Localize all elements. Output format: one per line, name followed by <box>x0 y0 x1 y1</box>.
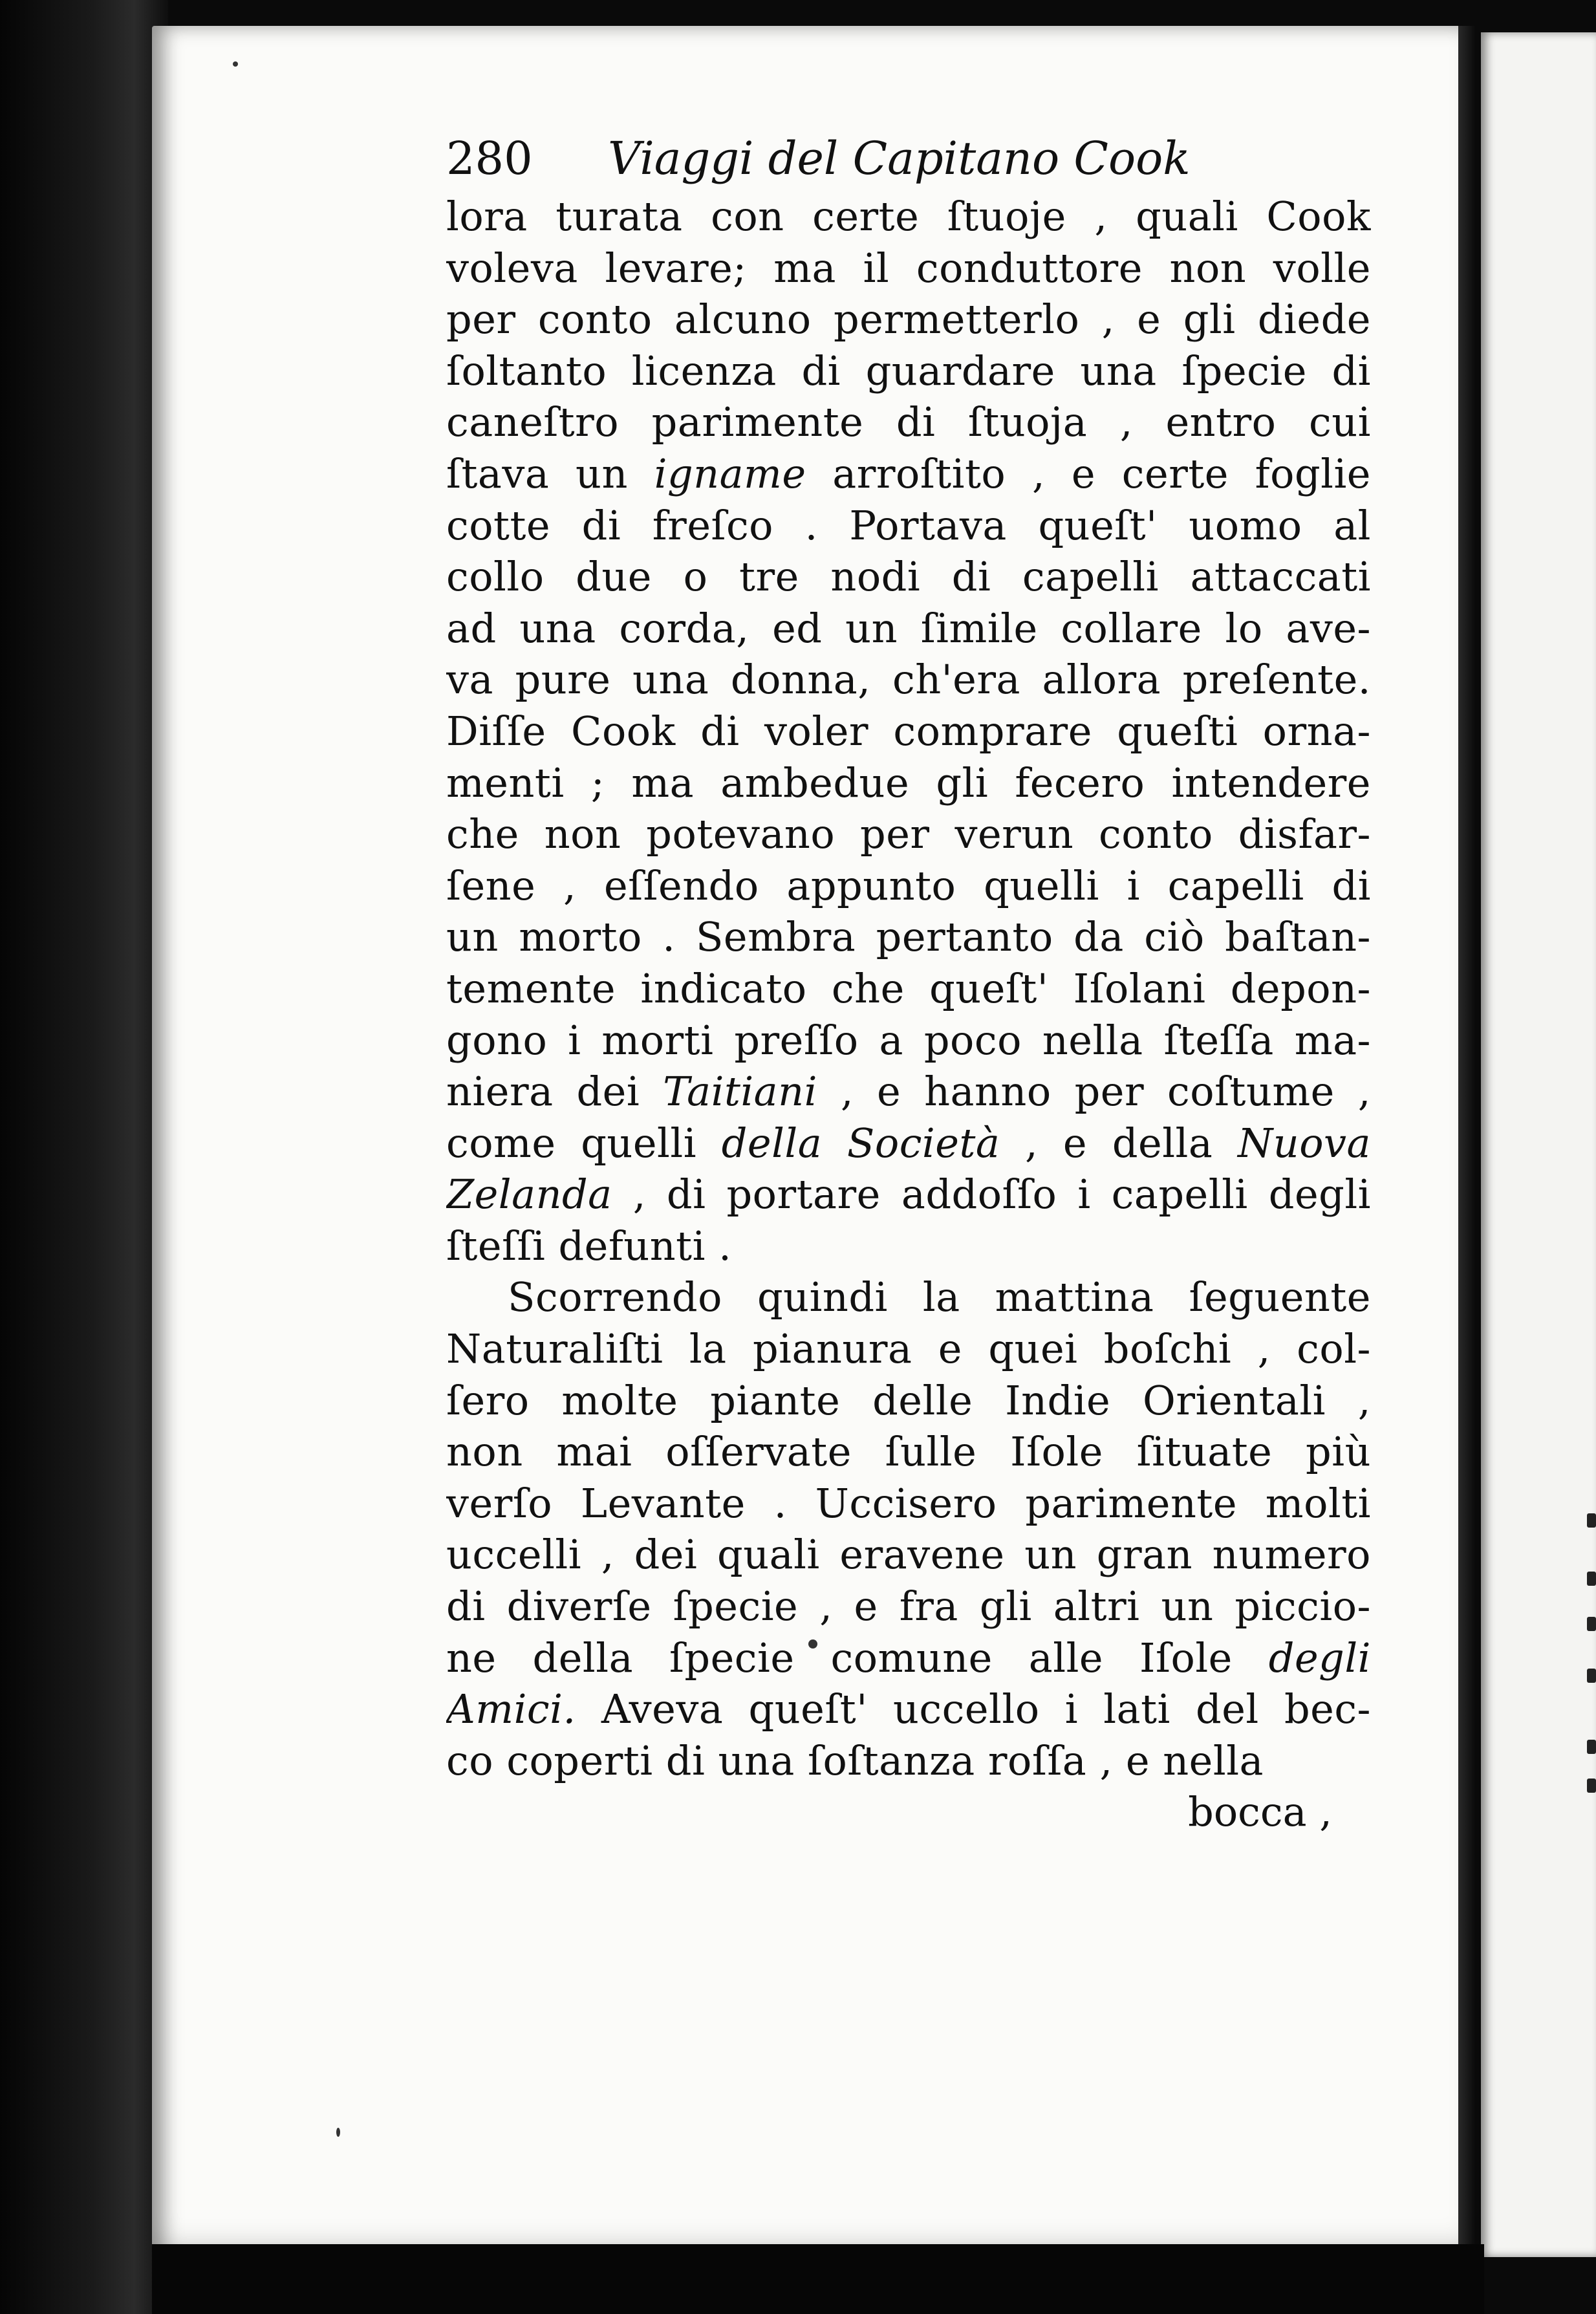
italic-term: Taitiani <box>663 1068 817 1116</box>
running-title: Viaggi del Capitano Cook <box>608 132 1191 185</box>
text-line: di diverſe ſpecie , e fra gli altri un piccio- <box>446 1583 1371 1630</box>
adjacent-page-edge <box>1481 32 1596 2257</box>
scan-bottom-shadow <box>152 2244 1484 2314</box>
text-line: ne della ſpecie comune alle Iſole degli <box>446 1634 1371 1681</box>
text-line: ſero molte piante delle Indie Orientali , <box>446 1376 1371 1424</box>
text-line: gono i morti preſſo a poco nella ſteſſa ma- <box>446 1016 1371 1064</box>
page-gutter <box>1458 26 1475 2251</box>
text-line: voleva levare; ma il conduttore non volle <box>446 244 1371 292</box>
italic-term: Amici. <box>446 1685 576 1733</box>
adjacent-page-ink-mark <box>1587 1572 1596 1586</box>
paragraph-1 <box>446 191 1371 1271</box>
text-line: cotte di freſco . Portava queſt' uomo al <box>446 501 1371 549</box>
adjacent-page-ink-mark <box>1587 1779 1596 1793</box>
italic-term: Nuova <box>1238 1119 1371 1167</box>
text-line: come quelli della Società , e della Nuova <box>446 1119 1371 1167</box>
italic-term: igname <box>654 449 806 497</box>
italic-term: degli <box>1268 1634 1371 1681</box>
text-line: temente indicato che queſt' Iſolani depon- <box>446 964 1371 1012</box>
text-line: lora turata con certe ſtuoje , quali Cook <box>446 193 1371 240</box>
running-head <box>446 126 1371 191</box>
text-line: collo due o tre nodi di capelli attaccati <box>446 553 1371 601</box>
page-number: 280 <box>446 132 533 185</box>
text-line: Diſſe Cook di voler comprare queſti orna- <box>446 707 1371 755</box>
text-line: Zelanda , di portare addoſſo i capelli degli <box>446 1171 1371 1218</box>
text-line: ſene , eſſendo appunto quelli i capelli di <box>446 861 1371 909</box>
text-line: va pure una donna, ch'era allora preſente. <box>446 656 1371 704</box>
text-line: niera dei Taitiani , e hanno per coſtume , <box>446 1068 1371 1116</box>
adjacent-page-ink-mark <box>1587 1513 1596 1528</box>
text-line: che non potevano per verun conto disfar- <box>446 810 1371 858</box>
italic-term: Zelanda <box>446 1171 612 1218</box>
paper-speck <box>233 61 238 67</box>
text-line: Naturaliſti la pianura e quei boſchi , col- <box>446 1325 1371 1373</box>
text-line: ſtava un igname arroſtito , e certe foglie <box>446 449 1371 497</box>
adjacent-page-ink-mark <box>1587 1617 1596 1631</box>
paper-speck <box>336 2128 340 2137</box>
text-line: ad una corda, ed un ſimile collare lo ave- <box>446 604 1371 652</box>
adjacent-page-ink-mark <box>1587 1669 1596 1683</box>
paragraph-2 <box>446 1271 1371 1786</box>
text-line: per conto alcuno permetterlo , e gli diede <box>446 296 1371 343</box>
page-text <box>446 126 1371 1838</box>
catchword: bocca , <box>1188 1788 1332 1836</box>
text-line: non mai oſſervate ſulle Iſole ſituate più <box>446 1428 1371 1476</box>
text-line: ſteſſi defunti . <box>446 1222 732 1270</box>
text-line: caneſtro parimente di ſtuoja , entro cui <box>446 398 1371 446</box>
text-line: co coperti di una ſoſtanza roſſa , e nella <box>446 1736 1264 1784</box>
text-line: uccelli , dei quali eravene un gran numero <box>446 1531 1371 1579</box>
text-line: Scorrendo quindi la mattina ſeguente <box>508 1273 1371 1321</box>
text-line: ſoltanto licenza di guardare una ſpecie di <box>446 347 1371 395</box>
adjacent-page-ink-mark <box>1587 1740 1596 1754</box>
text-line: menti ; ma ambedue gli fecero intendere <box>446 759 1371 806</box>
text-line: verſo Levante . Uccisero parimente molti <box>446 1479 1371 1527</box>
italic-term: della Società <box>721 1119 1000 1167</box>
text-line: Amici. Aveva queſt' uccello i lati del bec- <box>446 1685 1371 1733</box>
text-line: un morto . Sembra pertanto da ciò baſtan- <box>446 913 1371 961</box>
book-binding-edge <box>0 0 168 2314</box>
